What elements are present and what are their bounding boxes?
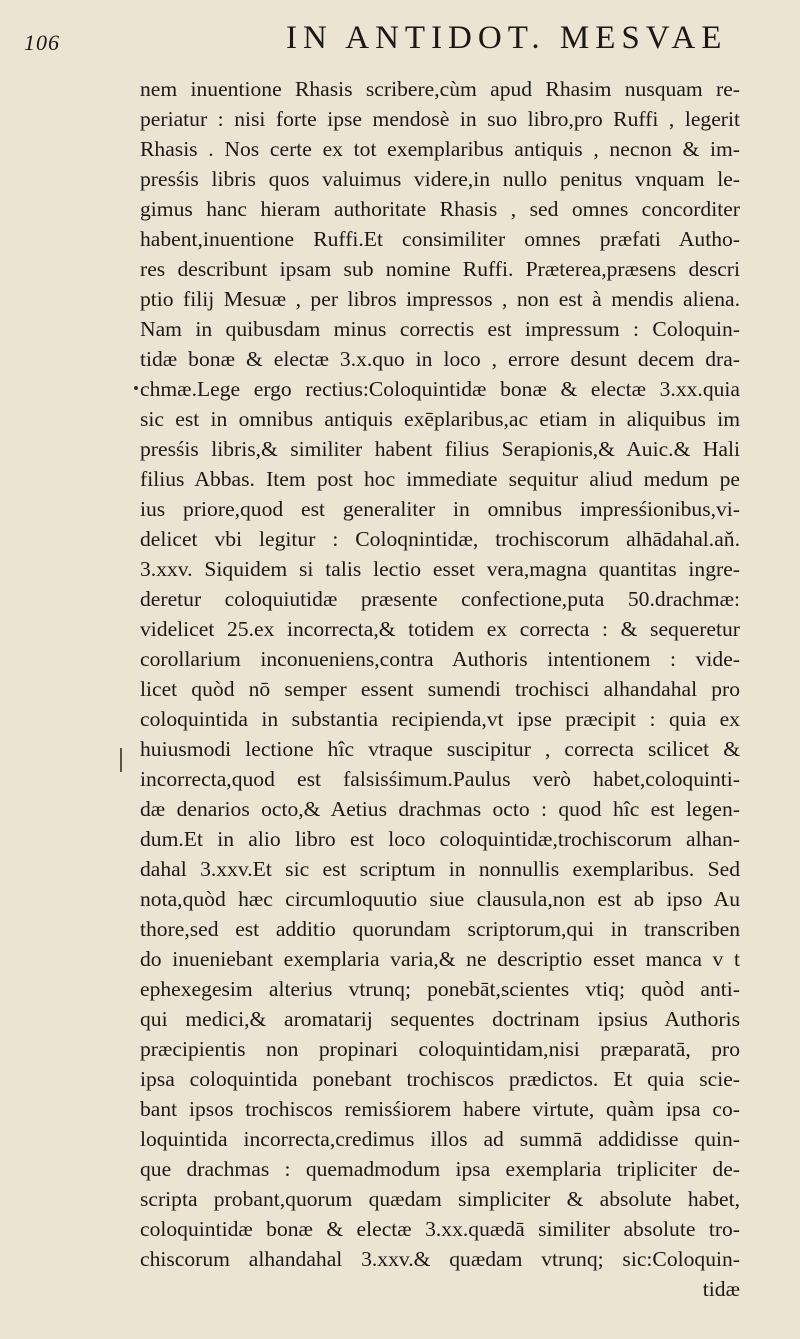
text-line: chmæ.Lege ergo rectius:Coloquintidæ bonæ & electæ 3.xx.quia bbox=[140, 377, 740, 401]
text-line: res describunt ipsam sub nomine Ruffi. Præterea,præsens descri bbox=[140, 257, 740, 281]
text-line: ephexegesim alterius vtrunq; ponebāt,scientes vtiq; quòd anti- bbox=[140, 977, 740, 1001]
text-line: licet quòd nō semper essent sumendi trochisci alhandahal pro bbox=[140, 677, 740, 701]
text-line: loquintida incorrecta,credimus illos ad summā addidisse quin- bbox=[140, 1127, 740, 1151]
text-line: presśis libris quos valuimus videre,in nullo penitus vnquam le- bbox=[140, 167, 740, 191]
text-line: presśis libris,& similiter habent filius Serapionis,& Auic.& Hali bbox=[140, 437, 740, 461]
text-line: que drachmas : quemadmodum ipsa exemplaria tripliciter de- bbox=[140, 1157, 740, 1181]
text-line: scripta probant,quorum quædam simpliciter & absolute habet, bbox=[140, 1187, 740, 1211]
text-line: huiusmodi lectione hîc vtraque suscipitur , correcta scilicet & bbox=[140, 737, 740, 761]
text-line: dæ denarios octo,& Aetius drachmas octo : quod hîc est legen- bbox=[140, 797, 740, 821]
text-line: ipsa coloquintida ponebant trochiscos prædictos. Et quia scie- bbox=[140, 1067, 740, 1091]
text-line: incorrecta,quod est falsisśimum.Paulus verò habet,coloquinti- bbox=[140, 767, 740, 791]
text-line: videlicet 25.ex incorrecta,& totidem ex correcta : & sequeretur bbox=[140, 617, 740, 641]
page-number: 106 bbox=[24, 30, 60, 55]
text-line: deretur coloquiutidæ præsente confectione,puta 50.drachmæ: bbox=[140, 587, 740, 611]
text-line: nota,quòd hæc circumloquutio siue clausula,non est ab ipso Au bbox=[140, 887, 740, 911]
text-line: do inueniebant exemplaria varia,& ne descriptio esset manca v t bbox=[140, 947, 740, 971]
text-line: dum.Et in alio libro est loco coloquintidæ,trochiscorum alhan- bbox=[140, 827, 740, 851]
text-line: ptio filij Mesuæ , per libros impressos , non est à mendis aliena. bbox=[140, 287, 740, 311]
text-line: qui medici,& aromatarij sequentes doctrinam ipsius Authoris bbox=[140, 1007, 740, 1031]
text-line: habent,inuentione Ruffi.Et consimiliter omnes præfati Autho- bbox=[140, 227, 740, 251]
text-line: tidæ bonæ & electæ 3.x.quo in loco , errore desunt decem dra- bbox=[140, 347, 740, 371]
text-line: coloquintida in substantia recipienda,vt ipse præcipit : quia ex bbox=[140, 707, 740, 731]
margin-dot bbox=[134, 386, 138, 390]
text-line: sic est in omnibus antiquis exēplaribus,ac etiam in aliquibus im bbox=[140, 407, 740, 431]
text-line: corollarium inconueniens,contra Authoris intentionem : vide- bbox=[140, 647, 740, 671]
text-line: ius priore,quod est generaliter in omnibus impresśionibus,vi- bbox=[140, 497, 740, 521]
margin-mark bbox=[120, 748, 122, 772]
body-text bbox=[140, 74, 740, 1304]
text-line: nem inuentione Rhasis scribere,cùm apud Rhasim nusquam re- bbox=[140, 77, 740, 101]
text-line: tidæ bbox=[702, 1277, 740, 1301]
text-line: chiscorum alhandahal 3.xxv.& quædam vtrunq; sic:Coloquin- bbox=[140, 1247, 740, 1271]
text-line: periatur : nisi forte ipse mendosè in suo libro,pro Ruffi , legerit bbox=[140, 107, 740, 131]
running-head bbox=[24, 18, 764, 62]
text-line: dahal 3.xxv.Et sic est scriptum in nonnullis exemplaribus. Sed bbox=[140, 857, 740, 881]
running-title: IN ANTIDOT. MESVAE bbox=[286, 20, 728, 56]
text-line: Rhasis . Nos certe ex tot exemplaribus antiquis , necnon & im- bbox=[140, 137, 740, 161]
text-line: Nam in quibusdam minus correctis est impressum : Coloquin- bbox=[140, 317, 740, 341]
text-line: delicet vbi legitur : Coloqnintidæ, trochiscorum alhādahal.aň. bbox=[140, 527, 740, 551]
text-line: gimus hanc hieram authoritate Rhasis , sed omnes concorditer bbox=[140, 197, 740, 221]
text-line: 3.xxv. Siquidem si talis lectio esset vera,magna quantitas ingre- bbox=[140, 557, 740, 581]
text-line: coloquintidæ bonæ & electæ 3.xx.quædā similiter absolute tro- bbox=[140, 1217, 740, 1241]
text-line: thore,sed est additio quorundam scriptorum,qui in transcriben bbox=[140, 917, 740, 941]
text-line: filius Abbas. Item post hoc immediate sequitur aliud medum pe bbox=[140, 467, 740, 491]
text-line: bant ipsos trochiscos remisśiorem habere virtute, quàm ipsa co- bbox=[140, 1097, 740, 1121]
text-line: præcipientis non propinari coloquintidam,nisi præparatā, pro bbox=[140, 1037, 740, 1061]
